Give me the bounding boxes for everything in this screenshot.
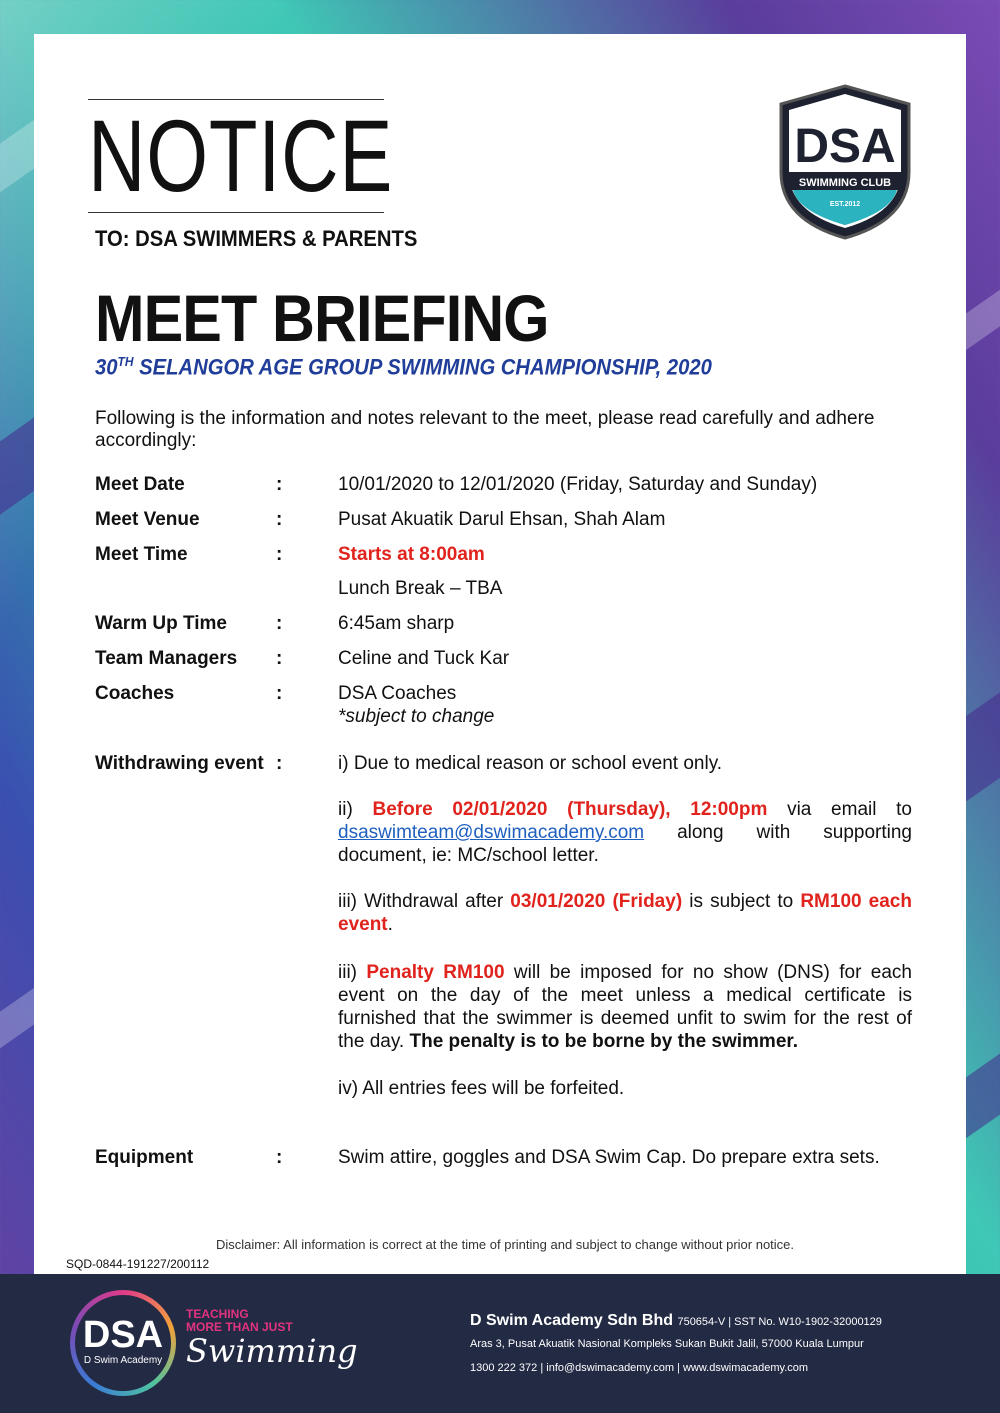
- lunch-break-value: Lunch Break – TBA: [338, 578, 503, 599]
- tagline-line2: MORE THAN JUST: [186, 1320, 293, 1334]
- tagline-line1: TEACHING: [186, 1307, 249, 1321]
- withdraw-rule-late: [338, 890, 912, 936]
- coaches-value: DSA Coaches: [338, 683, 457, 704]
- colon: :: [276, 683, 283, 704]
- badge-inner: [75, 1295, 171, 1391]
- document-reference: SQD-0844-191227/200112: [66, 1257, 210, 1271]
- coaches-label: Coaches: [95, 683, 175, 704]
- notice-word: NOTICE: [88, 99, 394, 213]
- withdraw-rule-penalty: [338, 961, 912, 1053]
- penalty-note: The penalty is to be borne by the swimmer.: [409, 1031, 799, 1052]
- tagline: [186, 1308, 293, 1334]
- notice-heading: [88, 99, 394, 213]
- rule-text: along with supporting document, ie: MC/school letter.: [338, 822, 912, 866]
- withdraw-deadline: Before 02/01/2020 (Thursday), 12:00pm: [372, 799, 768, 820]
- late-fee: RM100 each event: [338, 891, 912, 935]
- colon: :: [276, 509, 283, 530]
- company-title: D Swim Academy Sdn Bhd: [470, 1312, 673, 1329]
- logo-est-text: EST.2012: [829, 201, 861, 208]
- colon: :: [276, 753, 283, 774]
- recipient-line: TO: DSA SWIMMERS & PARENTS: [95, 226, 418, 251]
- warm-up-value: 6:45am sharp: [338, 613, 455, 634]
- penalty-amount: Penalty RM100: [366, 962, 505, 983]
- subtitle-suffix: TH: [117, 354, 134, 369]
- disclaimer: Disclaimer: All information is correct at the time of printing and subject to change without prior notice.: [215, 1237, 795, 1252]
- team-managers-label: Team Managers: [95, 648, 238, 669]
- subtitle-ordinal: 30: [95, 354, 118, 380]
- intro-paragraph: Following is the information and notes relevant to the meet, please read carefully and adhere accordingly:: [95, 408, 875, 451]
- footer-bar: [0, 1274, 1000, 1413]
- withdraw-rule-forfeit: iv) All entries fees will be forfeited.: [338, 1078, 625, 1099]
- colon: :: [276, 648, 283, 669]
- meet-venue-label: Meet Venue: [95, 509, 200, 530]
- colon: :: [276, 474, 283, 495]
- equipment-label: Equipment: [95, 1147, 194, 1168]
- rule-text: is subject to: [682, 891, 801, 912]
- colon: :: [276, 1147, 283, 1168]
- rule-text: via email to: [767, 799, 912, 820]
- badge-sub: D Swim Academy: [83, 1355, 163, 1366]
- logo-dsa-text: DSA: [794, 120, 896, 173]
- colon: :: [276, 544, 283, 565]
- company-address: Aras 3, Pusat Akuatik Nasional Kompleks Sukan Bukit Jalil, 57000 Kuala Lumpur: [470, 1338, 864, 1350]
- meet-date-label: Meet Date: [95, 474, 185, 495]
- d-swim-academy-badge: [70, 1290, 176, 1396]
- meet-venue-value: Pusat Akuatik Darul Ehsan, Shah Alam: [338, 509, 666, 530]
- rule-prefix: ii): [338, 799, 373, 820]
- meet-date-value: 10/01/2020 to 12/01/2020 (Friday, Saturday and Sunday): [338, 474, 818, 495]
- rule-text: .: [387, 914, 393, 935]
- warm-up-label: Warm Up Time: [95, 613, 227, 634]
- company-registration: 750654-V | SST No. W10-1902-32000129: [677, 1316, 882, 1328]
- meet-time-value: Starts at 8:00am: [338, 544, 485, 565]
- withdrawing-value: i) Due to medical reason or school event only.: [338, 753, 723, 774]
- subtitle-rest: SELANGOR AGE GROUP SWIMMING CHAMPIONSHIP, 2020: [133, 354, 712, 380]
- company-name: [470, 1312, 882, 1330]
- equipment-value: Swim attire, goggles and DSA Swim Cap. Do prepare extra sets.: [338, 1147, 880, 1168]
- dsa-swimming-club-logo: [775, 82, 915, 242]
- event-subtitle: [95, 354, 712, 380]
- team-email-link[interactable]: dsaswimteam@dswimacademy.com: [338, 822, 645, 843]
- team-managers-value: Celine and Tuck Kar: [338, 648, 510, 669]
- withdraw-rule-deadline: [338, 798, 912, 867]
- meet-time-label: Meet Time: [95, 544, 188, 565]
- colon: :: [276, 613, 283, 634]
- rule-prefix: iii): [338, 962, 367, 983]
- page-title: MEET BRIEFING: [95, 281, 549, 355]
- coaches-note: *subject to change: [338, 706, 495, 727]
- company-contact: 1300 222 372 | info@dswimacademy.com | www.dswimacademy.com: [470, 1362, 809, 1374]
- rule-text: iii) Withdrawal after: [338, 891, 511, 912]
- rule-text: will be imposed for no show (DNS) for each event on the day of the meet unless a medical certificate is furnished that the swimmer is deemed unfit to swim for the rest of the day.: [338, 962, 912, 1052]
- withdrawing-label: Withdrawing event: [95, 753, 264, 774]
- badge-main: DSA: [82, 1314, 164, 1356]
- logo-band-text: SWIMMING CLUB: [798, 177, 892, 189]
- late-date: 03/01/2020 (Friday): [510, 891, 683, 912]
- tagline-script: Swimming: [186, 1332, 358, 1370]
